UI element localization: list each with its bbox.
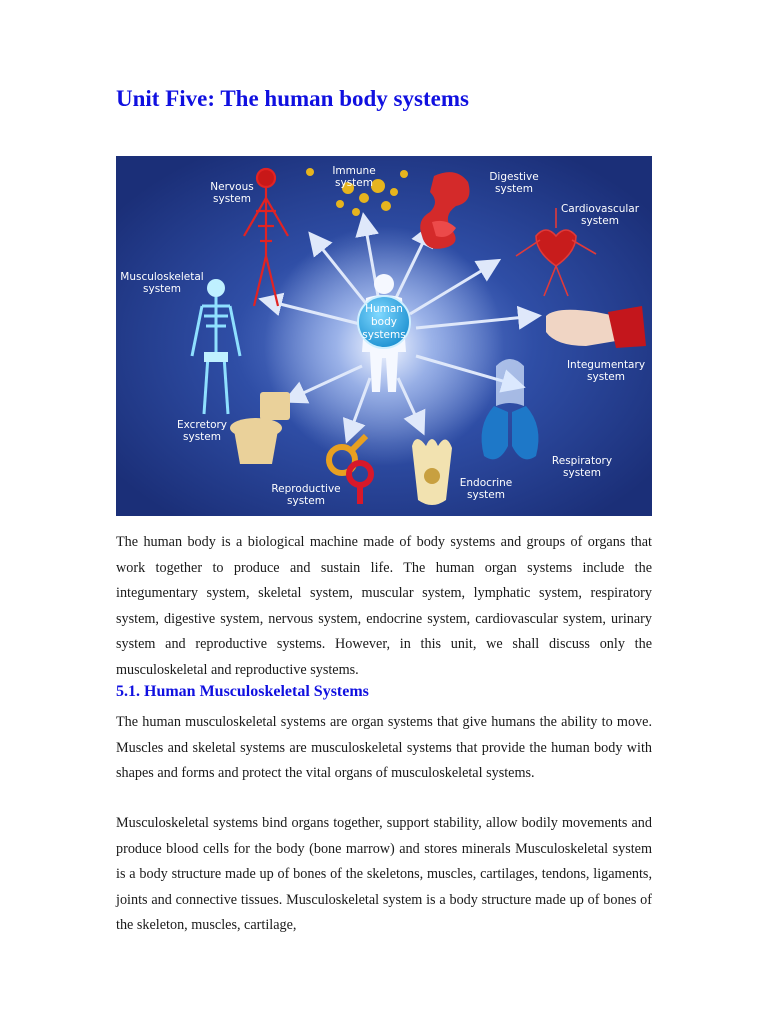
musculoskeletal-label-2: system [143, 283, 181, 295]
endocrine-label-1: Endocrine [459, 477, 513, 489]
reproductive-label-1: Reproductive [271, 483, 341, 495]
section-heading: 5.1. Human Musculoskeletal Systems [116, 683, 369, 700]
body-systems-diagram [116, 156, 652, 516]
endocrine-illustration [412, 439, 452, 505]
respiratory-label-1: Respiratory [551, 455, 613, 467]
excretory-label-1: Excretory [176, 419, 228, 431]
nervous-label-2: system [213, 193, 251, 205]
nervous-label-1: Nervous [210, 181, 254, 193]
integumentary-label-2: system [587, 371, 625, 383]
immune-label-2: system [335, 177, 373, 189]
center-label-line-1: Human [365, 303, 403, 315]
digestive-label-2: system [495, 183, 533, 195]
center-label-line-3: systems [362, 329, 406, 341]
integumentary-label-1: Integumentary [566, 359, 646, 371]
endocrine-label-2: system [467, 489, 505, 501]
immune-label-1: Immune [332, 165, 376, 177]
body-systems-figure [116, 156, 652, 516]
section-paragraph-2: Musculoskeletal systems bind organs together, support stability, allow bodily movements and produce blood cells for the body (bone marrow) and stores minerals Musculoskeletal system is a body structure made up of bones of the skeletons, muscles, cartilages, tendons, ligaments, joints and connective tissues. Musculoskeletal system is a body structure made up of bones of the skeleton, muscles, cartilage, [116, 815, 652, 934]
unit-title: Unit Five: The human body systems [116, 86, 469, 111]
integumentary-illustration [546, 306, 646, 348]
center-label-line-2: body [371, 316, 397, 328]
cardiovascular-label-1: Cardiovascular [560, 203, 640, 215]
reproductive-label-2: system [287, 495, 325, 507]
cardiovascular-label-2: system [581, 215, 619, 227]
intro-paragraph: The human body is a biological machine made of body systems and groups of organs that work together to produce and sustain life. The human organ systems include the integumentary system, skeletal system, muscular system, lymphatic system, respiratory system, digestive system, nervous system, endocrine system, cardiovascular system, urinary system and reproductive systems. However, in this unit, we shall discuss only the musculoskeletal and reproductive systems. [116, 534, 652, 678]
musculoskeletal-label-1: Musculoskeletal [120, 271, 204, 283]
respiratory-label-2: system [563, 467, 601, 479]
section-paragraph-1: The human musculoskeletal systems are organ systems that give humans the ability to move. Muscles and skeletal systems are musculoskeletal systems that provide the human body with shapes and forms and protect the vital organs of musculoskeletal systems. [116, 714, 652, 782]
excretory-label-2: system [183, 431, 221, 443]
digestive-label-1: Digestive [489, 171, 539, 183]
